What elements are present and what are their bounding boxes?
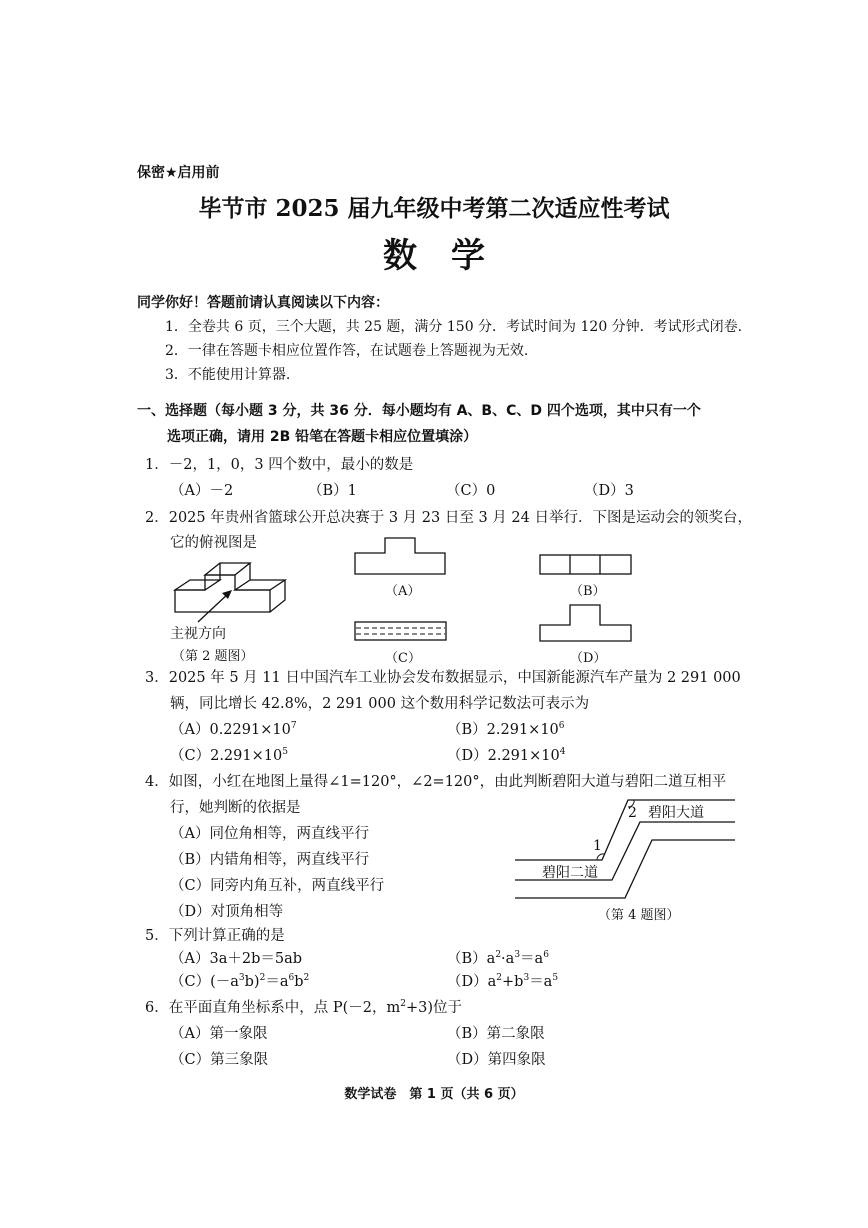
question-stem: 2．2025 年贵州省篮球公开总决赛于 3 月 23 日至 3 月 24 日举行．下图是运动会的领奖台， [145, 510, 752, 526]
instruction-item: 3．不能使用计算器. [165, 367, 291, 383]
option-d: （D）3 [584, 483, 634, 499]
road-label-biyang-avenue: 碧阳大道 [648, 805, 704, 821]
section-heading: 一、选择题（每小题 3 分，共 36 分．每小题均有 A、B、C、D 四个选项，其中只有一个 [137, 403, 701, 419]
view-direction-label: 主视方向 [170, 626, 226, 642]
choice-b-label: （B） [570, 584, 606, 599]
option-d: $(D)a^2+b^3=a^5$ [447, 973, 559, 990]
option-d: （D）第四象限 [447, 1052, 546, 1068]
question-stem: 6．在平面直角坐标系中，点 P(－2，$m^2+3$)位于 [145, 999, 463, 1016]
question-stem: 4．如图，小红在地图上量得∠1=120°，∠2=120°，由此判断碧阳大道与碧阳二道互相平 [145, 774, 727, 790]
option-b: （B）内错角相等，两直线平行 [170, 852, 370, 868]
option-a: （A）3a＋2b＝5ab [170, 951, 303, 967]
option-a: $(A)0.2291\times 10^7$ [170, 721, 297, 738]
section-heading-cont: 选项正确，请用 2B 铅笔在答题卡相应位置填涂） [167, 429, 478, 445]
instruction-item: 1．全卷共 6 页，三个大题，共 25 题，满分 150 分．考试时间为 120 分钟．考试形式闭卷. [165, 319, 743, 335]
question-stem: 5．下列计算正确的是 [145, 928, 285, 944]
option-c: （C）0 [446, 483, 496, 499]
choice-c-label: （C） [385, 651, 421, 666]
page-footer: 数学试卷 第 1 页（共 6 页） [344, 1087, 524, 1102]
option-a: （A）同位角相等，两直线平行 [170, 826, 369, 842]
angle-1-label: 1 [593, 838, 602, 854]
option-a: （A）第一象限 [170, 1026, 268, 1042]
exam-title: 毕节市 2025 届九年级中考第二次适应性考试 [198, 195, 670, 222]
choice-a-label: （A） [385, 584, 421, 599]
option-d: （D）对顶角相等 [170, 904, 284, 920]
option-b: $(B)a^2\cdot a^3=a^6$ [447, 950, 549, 967]
option-a: （A）－2 [170, 483, 234, 499]
option-c: $(C)2.291\times 10^5$ [170, 747, 288, 764]
figure-caption: （第 2 题图） [172, 649, 254, 664]
option-c: $(C)(-a^3b)^2=a^6b^2$ [170, 973, 310, 990]
choice-d-label: （D） [570, 651, 607, 666]
subject-title: 数 学 [383, 236, 485, 276]
question-stem: 3．2025 年 5 月 11 日中国汽车工业协会发布数据显示，中国新能源汽车产量为 2 291 000 [145, 670, 741, 686]
option-b: $(B)2.291\times 10^6$ [447, 721, 565, 738]
road-label-biyang-second: 碧阳二道 [542, 865, 598, 881]
question-stem: 1．－2，1，0，3 四个数中，最小的数是 [145, 457, 414, 473]
option-b: （B）第二象限 [447, 1026, 545, 1042]
instruction-item: 2．一律在答题卡相应位置作答，在试题卷上答题视为无效. [165, 343, 529, 359]
angle-2-label: 2 [628, 805, 637, 821]
figure-caption: （第 4 题图） [598, 908, 680, 923]
question-stem-cont: 行，她判断的依据是 [170, 800, 301, 816]
option-d: $(D)2.291\times 10^4$ [447, 747, 566, 764]
option-b: （B）1 [308, 483, 357, 499]
question-stem-cont: 它的俯视图是 [170, 535, 257, 551]
secret-mark: 保密★启用前 [137, 165, 220, 181]
option-c: （C）第三象限 [170, 1052, 269, 1068]
question-stem-cont: 辆，同比增长 42.8%，2 291 000 这个数用科学记数法可表示为 [170, 696, 590, 712]
option-c: （C）同旁内角互补，两直线平行 [170, 878, 385, 894]
instructions-lead: 同学你好！答题前请认真阅读以下内容： [137, 295, 389, 311]
